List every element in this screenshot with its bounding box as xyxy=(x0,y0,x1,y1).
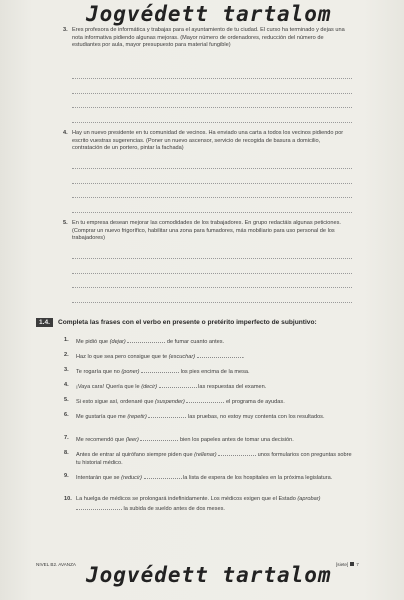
answer-line[interactable] xyxy=(72,168,352,169)
task-4 xyxy=(64,130,352,153)
task-number: 3. xyxy=(63,27,68,33)
sentence-9: 9. Intentarán que se (reducir) la lista de espera de los hospitales en la próxima legislatura. xyxy=(64,473,333,481)
sentence-8: 8. Antes de entrar al quirófano siempre piden que (rellenar) unos formularios con preguntas sobre tu historial médico. xyxy=(64,450,352,466)
task-5 xyxy=(64,220,352,243)
answer-lines[interactable] xyxy=(72,258,352,316)
task-text: Hay un nuevo presidente en tu comunidad de vecinos. Ha enviado una carta a todos los vecinos pidiendo por escrito vuestras sugerencias. xyxy=(72,130,344,144)
answer-line[interactable] xyxy=(72,258,352,259)
sentence-3: 3. Te rogaría que no (poner) los pies encima de la mesa. xyxy=(64,367,250,375)
answer-line[interactable] xyxy=(72,302,352,303)
answer-line[interactable] xyxy=(72,107,352,108)
fill-blank[interactable] xyxy=(186,397,224,403)
answer-line[interactable] xyxy=(72,183,352,184)
answer-line[interactable] xyxy=(72,197,352,198)
exercise-header xyxy=(36,318,366,327)
task-hint: (Mayor número de ordenadores, reducción del número de estudiantes por aula, mayor presupuesto para material fungible) xyxy=(72,34,324,49)
sentence-1: 1. Me pidió que (dejar) de fumar cuanto antes. xyxy=(64,337,225,345)
answer-line[interactable] xyxy=(72,78,352,79)
fill-blank[interactable] xyxy=(141,367,179,373)
watermark-top: Jogvédett tartalom xyxy=(86,2,332,26)
footer-section: [siete] xyxy=(336,562,349,567)
fill-blank[interactable] xyxy=(159,382,197,388)
task-3 xyxy=(64,27,352,50)
footer-page xyxy=(336,562,359,567)
answer-lines[interactable] xyxy=(72,168,352,226)
answer-line[interactable] xyxy=(72,93,352,94)
task-number: 4. xyxy=(63,130,68,136)
exercise-title: Completa las frases con el verbo en presente o pretérito imperfecto de subjuntivo: xyxy=(58,319,317,326)
answer-line[interactable] xyxy=(72,212,352,213)
sentence-6: 6. Me gustaría que me (repetir) las pruebas, no estoy muy contenta con los resultados. xyxy=(64,412,325,420)
page-number: 7 xyxy=(356,562,359,567)
exercise-badge: 1.4. xyxy=(36,318,53,327)
sentence-10: 10. La huelga de médicos se prolongará indefinidamente. Los médicos exigen que el Estado (aprobar) la subida de sueldo antes de dos meses. xyxy=(64,496,321,512)
sentence-7: 7. Me recomendó que (leer) bien los papeles antes de tomar una decisión. xyxy=(64,435,294,443)
task-text: En tu empresa desean mejorar las comodidades de los trabajadores. En grupo redactáis algunas peticiones. xyxy=(72,220,341,226)
answer-line[interactable] xyxy=(72,273,352,274)
answer-lines[interactable] xyxy=(72,78,352,136)
task-hint: (Comprar un nuevo frigorífico, habilitar una zona para fumadores, más mobiliario para uso personal de los trabajadores) xyxy=(72,227,335,242)
fill-blank[interactable] xyxy=(144,473,182,479)
task-number: 5. xyxy=(63,220,68,226)
fill-blank[interactable] xyxy=(218,450,256,456)
task-text: Eres profesora de informática y trabajas para el ayuntamiento de tu ciudad. El curso ha terminado y dejas una nota informativa pidiendo algunas mejoras. xyxy=(72,27,345,41)
footer-level: NIVEL B2. AVANZA xyxy=(36,562,76,567)
fill-blank[interactable] xyxy=(197,352,243,358)
answer-line[interactable] xyxy=(72,287,352,288)
fill-blank[interactable] xyxy=(148,412,186,418)
sentence-5: 5. Si esto sigue así, ordenaré que (suspender) el programa de ayudas. xyxy=(64,397,285,405)
fill-blank[interactable] xyxy=(140,435,178,441)
task-hint: (Poner un nuevo ascensor, servicio de recogida de basura a domicilio, contratación de un portero, pintar la fachada) xyxy=(72,137,321,152)
watermark-bottom: Jogvédett tartalom xyxy=(86,563,332,587)
square-icon xyxy=(350,562,354,566)
fill-blank[interactable] xyxy=(127,337,165,343)
sentence-2: 2. Haz lo que sea pero consigue que te (escuchar) . xyxy=(64,352,245,360)
sentence-4: 4. ¡Vaya cara! Quería que le (decir) las respuestas del examen. xyxy=(64,382,267,390)
answer-line[interactable] xyxy=(72,122,352,123)
fill-blank[interactable] xyxy=(76,504,122,510)
